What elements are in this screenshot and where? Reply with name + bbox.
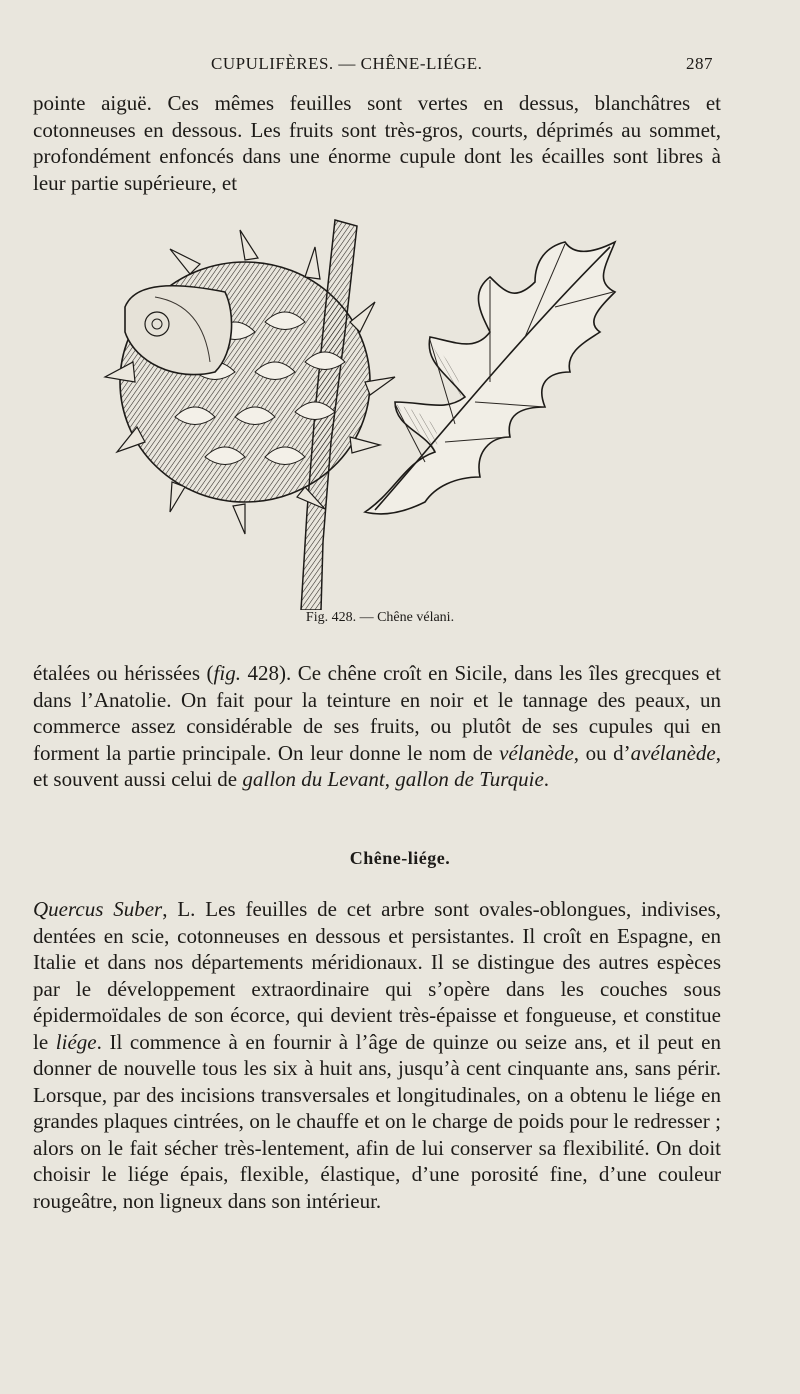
p2-text-3: , ou d’ xyxy=(573,740,631,765)
p3-text-2: . Il commence à en fournir à l’âge de quinze ou seize ans, et il peut en donner de nouvelle tous les six à huit ans, jusqu’à cent cinquante ans, sans périr. Lorsque, par des incisions transversales et longitudinales, on a obtenu le liége en grandes plaques cintrées, on le chauffe et on le charge de poids pour le redresser ; alors on le fait sécher très-lentement, afin de lui conserver sa flexibilité. On doit choisir le liége épais, flexible, élastique, d’une porosité fine, d’une couleur rougeâtre, non ligneux dans son intérieur. xyxy=(33,1029,722,1213)
p2-term-velanede: vélanède xyxy=(499,740,574,765)
p3-text-1: , L. Les feuilles de cet arbre sont ovales-oblongues, indivises, dentées en scie, cotonneuses en dessous et persistantes. Il croît en Espagne, en Italie et dans nos départements méridionaux. Il se distingue des autres espèces par le développement extraordinaire qui s’opère dans les couches sous épidermoïdales de son écorce, qui devient très-épaisse et fongueuse, et constitue le xyxy=(33,897,721,1054)
p3-term-liege: liége xyxy=(55,1029,97,1054)
paragraph-intro xyxy=(33,90,721,196)
p2-fig-ref: fig. xyxy=(213,661,241,685)
paragraph-quercus-suber xyxy=(33,896,721,1214)
p2-text-5: , xyxy=(384,767,396,791)
running-title: CUPULIFÈRES. — CHÊNE-LIÉGE. xyxy=(211,54,483,73)
p2-text-2: 428). Ce chêne croît en Sicile, dans les îles grecques et dans l’Anatolie. On fait pour la teinture en noir et le tannage des peaux, un commerce assez considérable de ses fruits, ou plutôt de ses cupules qui en forment la partie principale. On leur donne le nom de xyxy=(33,661,721,765)
p2-text-6: . xyxy=(543,767,550,791)
p2-term-avelanede: avélanède xyxy=(630,740,716,765)
page-header xyxy=(33,54,713,82)
paragraph-velani xyxy=(33,660,721,793)
p2-text-4: , et souvent aussi celui de xyxy=(33,740,721,791)
figure-caption: Fig. 428. — Chêne vélani. xyxy=(305,610,455,625)
p2-text-1: étalées ou hérissées ( xyxy=(33,661,214,685)
p2-term-gallon-levant: gallon du Levant xyxy=(242,767,385,791)
page-number: 287 xyxy=(686,54,713,73)
p2-term-gallon-turquie: gallon de Turquie xyxy=(395,767,544,791)
section-heading: Chêne-liége. xyxy=(349,848,451,868)
p3-species-name: Quercus Suber xyxy=(33,897,163,921)
paragraph-intro-text: pointe aiguë. Ces mêmes feuilles sont vertes en dessus, blanchâtres et cotonneuses en dessous. Les fruits sont très-gros, courts, déprimés au sommet, profondément enfoncés dans une énorme cupule dont les écailles sont libres à leur partie supérieure, et xyxy=(33,91,721,195)
oak-acorn-illustration xyxy=(95,212,655,610)
